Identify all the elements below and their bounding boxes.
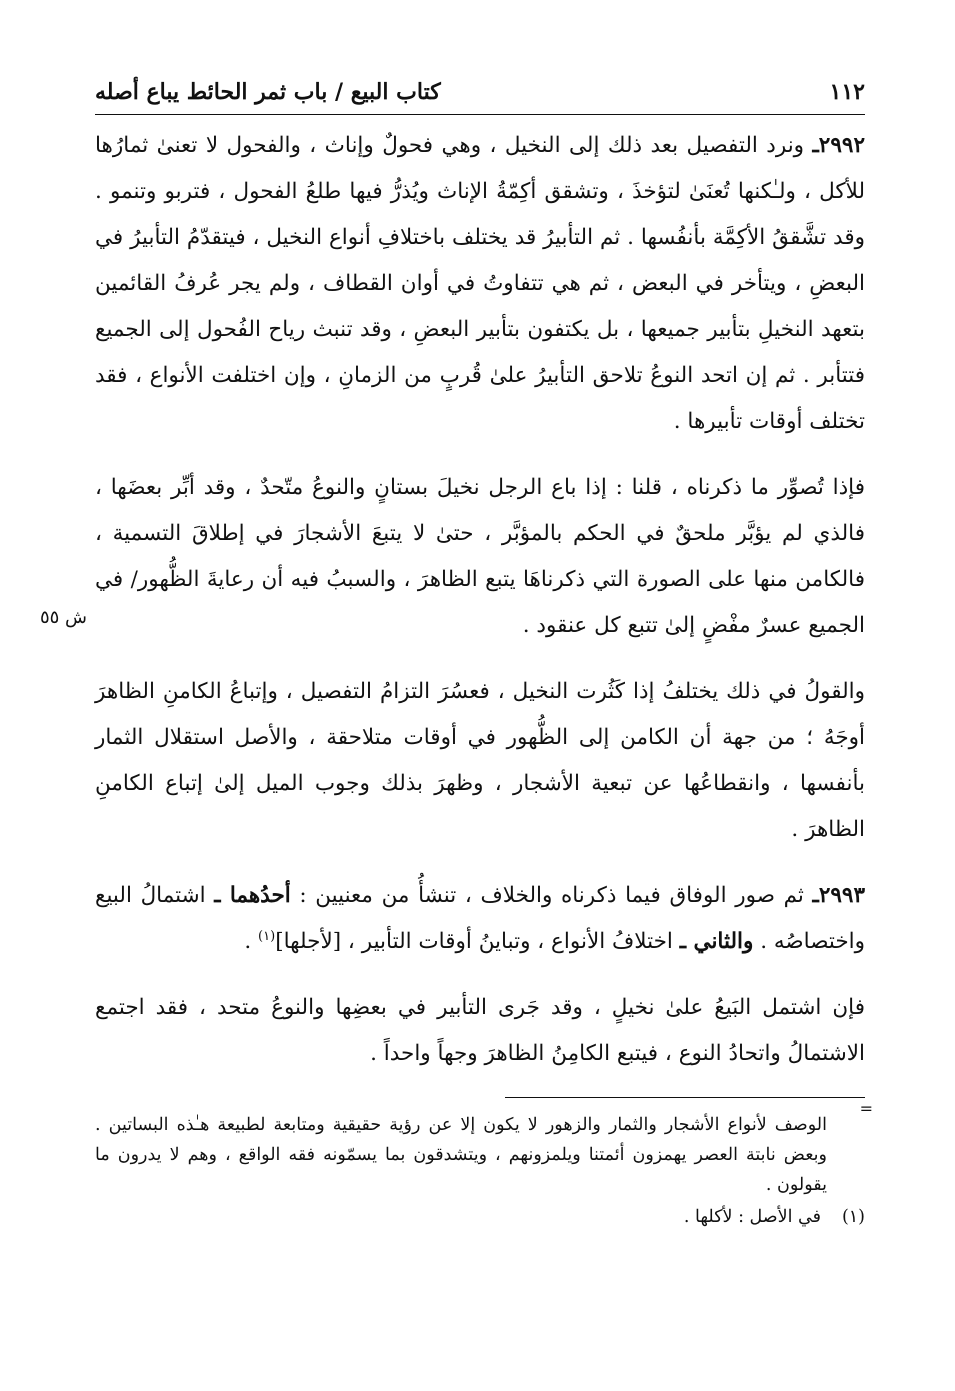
paragraph-text: . [244,929,259,954]
paragraph-text: ثم صور الوفاق فيما ذكرناه والخلاف ، تنشأُ من معنيين : [290,883,813,908]
running-title: كتاب البيع / باب ثمر الحائط يباع أصله [95,79,441,105]
bold-term: أحدُهما ـ [214,883,291,908]
paragraph-number: ٢٩٩٢ـ [812,133,865,158]
body-text [39,123,866,1077]
paragraph-text: فإذا تُصوِّر ما ذكرناه ، قلنا : إذا باع الرجل نخيلَ بستانٍ والنوعُ متّحدٌ ، وقد أبِّر بعضَها ، فالذي لم يؤبَّر ملحقٌ في الحكم بالمؤبَّر ، حتىٰ لا يتبعَ الأشجارَ في إطلاقَ التسمية ، فالكامن منها على الصورة التي ذكرناهَا يتبع الظاهرَ ، والسببُ فيه أن رعايةَ الظُّهور/ في الجميع عسرٌ مفْضٍ إلىٰ تتبع كل عنقود . [95,475,865,638]
footnote-reference[interactable]: (١) [258,928,276,944]
paragraph-text: فإن اشتمل البَيعُ علىٰ نخيلٍ ، وقد جَرى التأبير في بعضِها والنوعُ متحد ، فقد اجتمع الاشتمالُ واتحادُ النوع ، فيتبع الكامِنُ الظاهرَ وجهاً واحداً . [95,995,865,1066]
book-page [39,70,873,1232]
page-header [95,70,865,115]
footnote-1 [95,1202,865,1232]
footnote-separator [505,1097,865,1098]
paragraph-text: اشتمالُ البيع واختصاصُه . [95,883,865,954]
paragraph-text: اختلافُ الأنواع ، وتباينُ أوقات التأبير ، [لأجلها] [275,929,680,954]
paragraph-2992-b [39,465,865,649]
footnote-label: (١) [841,1207,865,1227]
paragraph-text: ونرد التفصيل بعد ذلك إلى النخيل ، وهي فحولٌ وإناث ، والفحول لا تعنىٰ ثمارُها للأكل ، ولـٰكنها تُعنَىٰ لتؤخذَ ، وتشقق أكِمّةُ الإناث ويُذرُّ فيها طلعُ الفحول ، فتربو وتنمو . وقد تشَّققُ الأكِمَّة بأنفُسها . ثم التأبيرُ قد يختلف باختلافِ أنواع النخيل ، فيتقدّمُ التأبيرُ في البعضِ ، ويتأخر في البعض ، ثم هي تتفاوتُ في أوان القطاف ، ولم يجر عُرفُ القائمين بتعهد النخيلِ بتأبير جميعها ، بل يكتفون بتأبير البعضِ ، وقد تنبث رياح الفُحول إلى الجميع فتتأبر . ثم إن اتحد النوعُ تلاحق التأبيرُ علىٰ قُربٍ من الزمانِ ، وإن اختلفت الأنواع ، فقد تختلف أوقات تأبيرها . [95,133,865,434]
manuscript-margin-note: ش ٥٥ [39,607,87,628]
paragraph-2992-c [95,669,865,853]
page-number: ١١٢ [829,79,865,105]
paragraph-number: ٢٩٩٣ـ [812,883,866,908]
footnotes [95,1099,873,1232]
paragraph-2993-b [95,985,865,1077]
paragraph-text: والقولُ في ذلك يختلفُ إذا كَثُرت النخيل ، فعسُرَ التزامُ التفصيل ، وإتباعُ الكامنِ الظاهرَ أوجَهُ ؛ من جهة أن الكامن إلى الظُّهور في أوقات متلاحقة ، والأصل استقلال الثمار بأنفسها ، وانقطاعُها عن تبعية الأشجار ، وظهرَ بذلك وجوب الميل إلىٰ إتباع الكامنِ الظاهرَ . [95,679,865,842]
bold-term: والثاني ـ [679,929,754,954]
footnote-text: في الأصل : لأكلها . [683,1207,821,1227]
paragraph-2993 [95,873,865,965]
footnote-continuation: الوصف لأنواع الأشجار والثمار والزهور لا يكون إلا عن رؤية حقيقية ومتابعة لطبيعة هـٰذه البساتين . وبعض نابتة العصر يهمزون أئمتنا ويلمزونهم ، ويتشدقون بما يسمّونه فقه الواقع ، وهم لا يدرون ما يقولون . [95,1115,827,1195]
paragraph-2992 [95,123,865,445]
continuation-mark: = [859,1099,873,1118]
